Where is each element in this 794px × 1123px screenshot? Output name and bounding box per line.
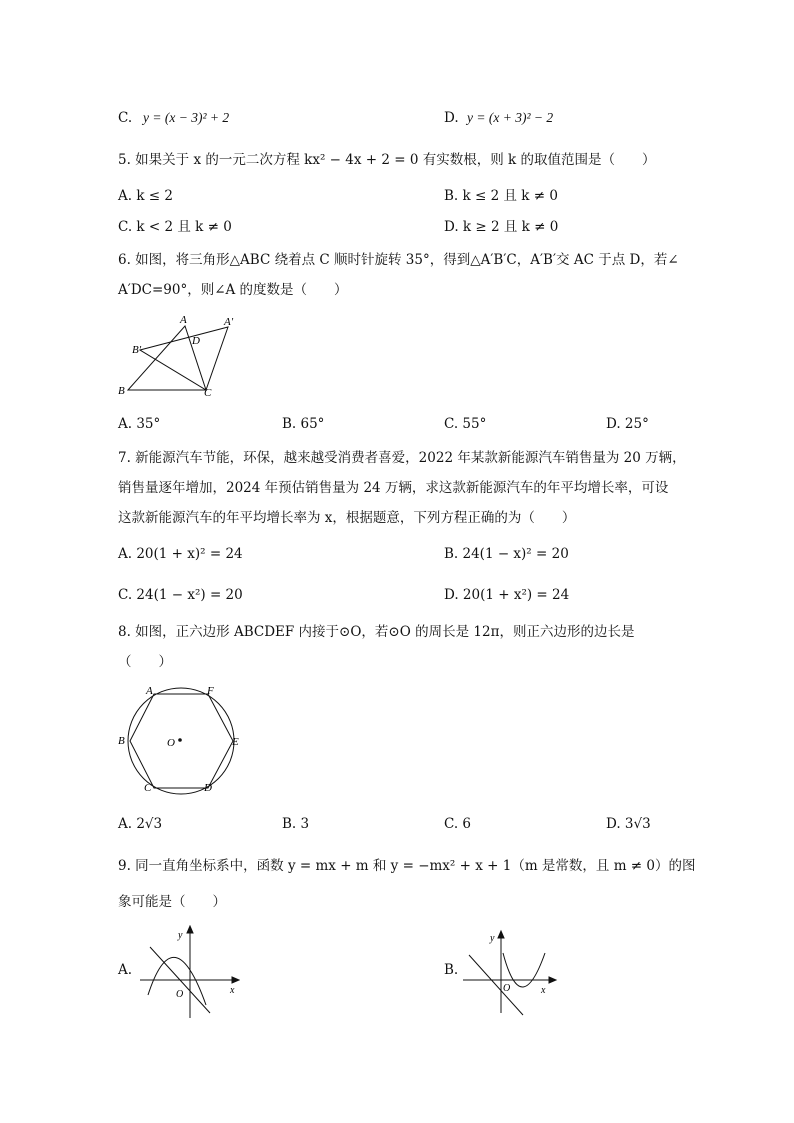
q4-option-d-label: D. bbox=[444, 110, 459, 126]
q5-option-b: B. k ≤ 2 且 k ≠ 0 bbox=[444, 188, 558, 204]
q4-option-d: y = (x + 3)² − 2 bbox=[467, 110, 554, 125]
straight-line bbox=[469, 955, 523, 1015]
label-b-prime: B′ bbox=[132, 344, 142, 356]
label-a: A bbox=[146, 685, 153, 697]
label-d: D bbox=[204, 782, 212, 794]
q9-option-b-label: B. bbox=[444, 962, 459, 978]
q8-option-b: B. 3 bbox=[282, 816, 310, 832]
y-axis-arrow bbox=[498, 931, 504, 938]
q5-option-d: D. k ≥ 2 且 k ≠ 0 bbox=[444, 219, 559, 235]
q8-hexagon-figure bbox=[112, 682, 252, 796]
label-b: B bbox=[118, 735, 125, 747]
q6-option-a: A. 35° bbox=[118, 416, 161, 432]
q8-option-d: D. 3√3 bbox=[606, 816, 651, 832]
axis-label-x: x bbox=[541, 985, 546, 996]
x-axis-arrow bbox=[232, 977, 239, 983]
q5-option-a: A. k ≤ 2 bbox=[118, 188, 173, 204]
label-b: B bbox=[118, 385, 125, 397]
q4-option-c-label: C. bbox=[118, 110, 133, 126]
q7-option-c: C. 24(1 − x²) = 20 bbox=[118, 587, 243, 603]
q7-option-b: B. 24(1 − x)² = 20 bbox=[444, 546, 569, 562]
q9-graph-a bbox=[140, 925, 240, 1020]
y-axis-arrow bbox=[187, 926, 193, 933]
axis-label-y: y bbox=[490, 933, 495, 944]
q7-option-a: A. 20(1 + x)² = 24 bbox=[118, 546, 243, 562]
q6-option-d: D. 25° bbox=[606, 416, 649, 432]
q9-graph-b bbox=[463, 925, 563, 1020]
q7-stem-line1: 7. 新能源汽车节能，环保，越来越受消费者喜爱，2022 年某款新能源汽车销售量为 20 万辆， bbox=[118, 450, 686, 466]
q7-option-d: D. 20(1 + x²) = 24 bbox=[444, 587, 570, 603]
label-a: A bbox=[180, 314, 187, 326]
q6-rotation-figure bbox=[110, 310, 250, 402]
q8-option-c: C. 6 bbox=[444, 816, 472, 832]
origin-label: O bbox=[503, 983, 511, 994]
label-o: O bbox=[167, 737, 175, 749]
center-o-dot bbox=[178, 738, 182, 742]
q8-option-a: A. 2√3 bbox=[118, 816, 163, 832]
label-c: C bbox=[144, 782, 152, 794]
q9-stem-line2: 象可能是（ ） bbox=[118, 894, 226, 910]
q9-stem-line1: 9. 同一直角坐标系中，函数 y = mx + m 和 y = −mx² + x + 1（m 是常数，且 m ≠ 0）的图 bbox=[118, 858, 696, 874]
q7-stem-line3: 这款新能源汽车的年平均增长率为 x，根据题意，下列方程正确的为（ ） bbox=[118, 510, 576, 526]
q6-option-b: B. 65° bbox=[282, 416, 325, 432]
label-d: D bbox=[192, 335, 200, 347]
q7-stem-line2: 销售量逐年增加，2024 年预估销售量为 24 万辆，求这款新能源汽车的年平均增长率，可设 bbox=[118, 480, 669, 496]
label-c: C bbox=[204, 387, 212, 399]
q6-stem-line2: A′DC=90°，则∠A 的度数是（ ） bbox=[118, 282, 348, 298]
q9-option-a-label: A. bbox=[118, 962, 133, 978]
x-axis-arrow bbox=[549, 977, 556, 983]
triangle-a1b1c bbox=[140, 327, 228, 390]
q5-stem: 5. 如果关于 x 的一元二次方程 kx² − 4x + 2 = 0 有实数根，则 k 的取值范围是（ ） bbox=[118, 152, 656, 168]
axis-label-x: x bbox=[230, 985, 235, 996]
label-f: F bbox=[207, 685, 214, 697]
origin-label: O bbox=[176, 989, 184, 1000]
q8-stem-line1: 8. 如图，正六边形 ABCDEF 内接于⊙O，若⊙O 的周长是 12π，则正六边形的边长是 bbox=[118, 624, 635, 640]
label-e: E bbox=[232, 736, 239, 748]
q5-option-c: C. k < 2 且 k ≠ 0 bbox=[118, 219, 232, 235]
q4-option-c: y = (x − 3)² + 2 bbox=[143, 110, 230, 125]
label-a-prime: A′ bbox=[224, 316, 234, 328]
q8-stem-line2: （ ） bbox=[118, 654, 172, 670]
parabola-curve bbox=[503, 953, 545, 987]
axis-label-y: y bbox=[178, 930, 183, 941]
hexagon-abcdef bbox=[130, 694, 233, 788]
q6-option-c: C. 55° bbox=[444, 416, 487, 432]
q6-stem-line1: 6. 如图，将三角形△ABC 绕着点 C 顺时针旋转 35°，得到△A′B′C，A′B′交 AC 于点 D，若∠ bbox=[118, 252, 679, 268]
